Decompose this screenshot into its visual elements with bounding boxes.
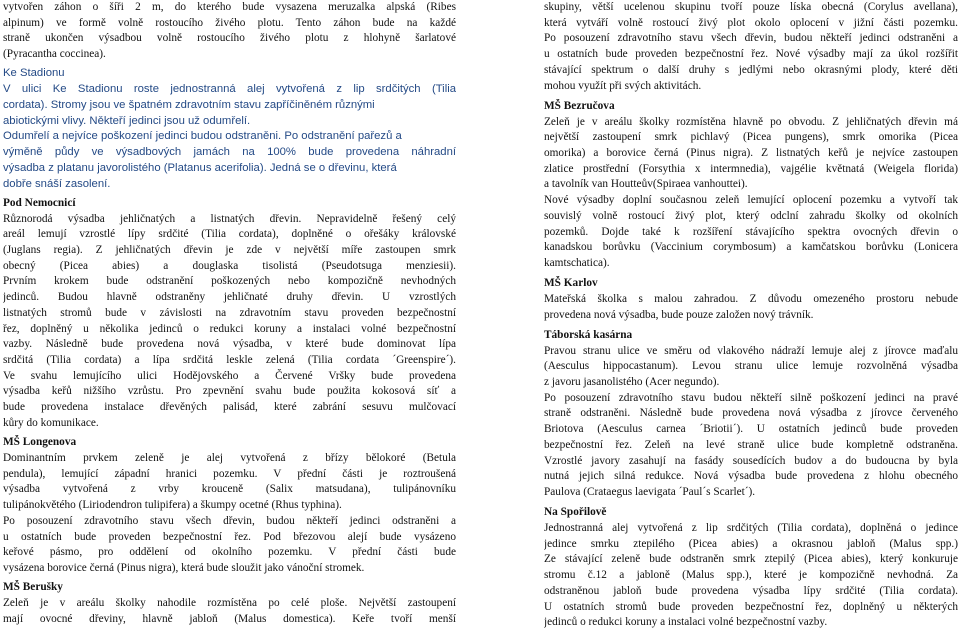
text-line: vytvořen záhon o šíři 2 m, do kterého bude vysazena meruzalka alpská (Ribes — [3, 1, 456, 13]
text-line: srdčitá (Tilia cordata) a lípa srdčitá leskle zelená (Tilia cordata ´Greenspire´). — [3, 354, 456, 366]
section-heading-ms-berusky: MŠ Berušky — [3, 581, 63, 594]
text-line: kůry do komunikace. — [3, 416, 99, 429]
text-line: tulipánokvětého (Liriodendron tulipifera) a škumpy ocetné (Rhus typhina). — [3, 499, 342, 512]
text-line: omorika) a borovice černá (Pinus nigra). Z listnatých keřů je nejvíce zastoupen — [544, 146, 958, 159]
section-heading-taborska-kasarna: Táborská kasárna — [544, 328, 633, 341]
text-line: listnatých stromů bude v závislosti na zdravotním stavu proveden bezpečnostní — [3, 306, 456, 319]
text-line: alpinum) ve formě volně rostoucího živého plotu. Tento záhon bude na každé — [3, 16, 456, 29]
section-heading-ms-karlov: MŠ Karlov — [544, 277, 598, 290]
text-line: Nové výsadby doplní současnou zeleň lemující oplocení pozemku a vytvoří tak — [544, 194, 958, 207]
text-line: z javoru jasanolistého (Acer negundo). — [544, 376, 720, 388]
text-line: výsadba keřů nižšího vzrůstu. Pro zpevnění svahu bude použita kokosová síť a — [3, 385, 456, 398]
text-line: pozemků. Dojde také k rozšíření stávajícího spektra ovocných dřevin o — [544, 225, 958, 238]
text-line: vazby. Následně bude provedena nová výsadba, v které bude dominovat lípa — [3, 338, 456, 351]
text-line: jedince smrku ztepilého (Picea abies) a okrasnou jabloň (Malus spp.) — [544, 537, 958, 550]
text-line: Pravou stranu ulice ve směru od vlakového nádraží lemuje alej z jírovce maďalu — [544, 344, 958, 357]
text-line: výměně půdy ve výsadbových jamách na 100% bude provedena náhradní — [3, 146, 456, 159]
section-heading-pod-nemocnici: Pod Nemocnicí — [3, 196, 76, 209]
text-line: bude provedena instalace dřevěných palisád, které zabrání sesuvu mulčovací — [3, 401, 456, 414]
text-line: kanadskou borůvku (Vaccinium corymbosum) a kamčatskou borůvku (Lonicera — [544, 241, 958, 254]
text-line: u ostatních bude proveden bezpečnostní řez. Nové výsadby mají za úkol rozšířit — [544, 48, 958, 61]
text-line: areál lemují vzrostlé lípy srdčité (Tilia cordata), doplněné o ořešáky královské — [3, 228, 456, 241]
text-line: Paulova (Crataegus laevigata ´Paul´s Scarlet´). — [544, 486, 756, 499]
text-line: zlatice prostřední (Forsythia x intermnedia), vajgélie květnatá (Weigela florida) — [544, 162, 958, 175]
text-line: jedinců. Budou hlavně odstraněny jehličnaté druhy dřevin. U vzrostlých — [3, 291, 456, 304]
text-line: skupiny, větší ucelenou skupinu tvoří pouze líska obecná (Corylus avellana), — [544, 1, 958, 13]
text-line: řez, doplněný u několika jedinců o redukci koruny a instalaci volné bezpečnostní — [3, 322, 456, 335]
text-line: Odumřelí a nejvíce poškození jedinci budou odstraněni. Po odstranění pařezů a — [3, 130, 402, 143]
section-heading-ke-stadionu: Ke Stadionu — [3, 67, 65, 80]
text-line: Různorodá výsadba jehličnatých a listnatých dřevin. Nepravidelně řešený celý — [3, 212, 456, 225]
text-line: Dominantním prvkem zeleně je alej vytvořená z břízy bělokoré (Betula — [3, 451, 456, 464]
text-line: Po posouzení zdravotního stavu všech dřevin, budou někteří jedinci odstraněni a — [544, 32, 958, 45]
text-line: Po posouzení zdravotního stavu všech dřevin, budou někteří jedinci odstraněni a — [3, 514, 456, 527]
text-line: Zeleň je v areálu školky rozmístěna hlavně po obvodu. Z jehličnatých dřevin má — [544, 115, 958, 128]
text-line: která vytváří volně rostoucí živý plot okolo oplocení v jižní části pozemku. — [544, 16, 958, 29]
text-line: Prvním krokem bude odstranění poškozených nebo kompozičně nevhodných — [3, 275, 456, 288]
text-line: Briotova (Aesculus carnea ´Briotii´). U ostatních jedinců bude proveden — [544, 423, 958, 436]
text-line: stromu č.12 a jabloně (Malus spp.), které je kompozičně nevhodná. Za — [544, 569, 958, 582]
text-line: V ulici Ke Stadionu roste jednostranná alej vytvořená z lip srdčitých (Tilia — [3, 83, 456, 96]
text-line: straně odstraněni. Následně bude provedena nová výsadba z jírovce červeného — [544, 407, 958, 420]
text-line: dobře snáší zasolení. — [3, 177, 111, 190]
text-line: Mateřská školka s malou zahradou. Z důvodu omezeného prostoru nebude — [544, 292, 958, 305]
text-line: abiotickými vlivy. Někteří jedinci jsou už odumřelí. — [3, 114, 251, 127]
text-line: výsadba z platanu javorolistého (Platanus acerifolia). Jedná se o dřevinu, která — [3, 161, 397, 174]
text-line: (Pyracantha coccinea). — [3, 48, 106, 61]
text-line: Vzrostlé javory zasahují na fasády sousedících budov a do budoucna by byla — [544, 454, 958, 467]
text-line: mají ovocné dřeviny, hlavně jabloň (Malus domestica). Keře tvoří menší — [3, 612, 456, 625]
text-line: bezpečnostní řez. Zeleň na levé straně ulice bude kompletně odstraněna. — [544, 438, 958, 451]
text-line: vysázena borovice černá (Pinus nigra), která bude sloužit jako vánoční stromek. — [3, 561, 365, 574]
text-line: (Aesculus hippocastanum). Levou stranu ulice lemuje rozvolněná výsadba — [544, 360, 958, 373]
text-line: jedinců o redukci koruny a instalaci volné bezpečnostní vazby. — [544, 616, 828, 629]
text-line: u ostatních bude proveden bezpečnostní řez. Pod březovou alejí bude vysázeno — [3, 530, 456, 543]
text-line: výsadba vytvořená z vrby krouceně (Salix matsudana), tulipánovníku — [3, 483, 456, 496]
text-line: souvislý volně rostoucí živý plot, který odclní zahradu školky od okolních — [544, 209, 958, 222]
text-line: Ve svahu lemujícího ulici Hodějovského a Červené Vršky bude provedena — [3, 369, 456, 382]
section-heading-ms-longenova: MŠ Longenova — [3, 436, 77, 449]
text-line: provedena nová výsadba, bude pouze založen nový trávník. — [544, 308, 814, 321]
text-line: Po posouzení zdravotního stavu budou někteří silně poškození jedinci na pravé — [544, 391, 958, 404]
text-line: největší zastoupení smrk pichlavý (Picea pungens), smrk omorika (Picea — [544, 131, 958, 144]
text-line: stávající spektrum o další druhy s jedlými nebo okrasnými plody, které děti — [544, 63, 958, 76]
text-line: nutná jejich silná redukce. Nová výsadba bude provedena z hlohu obecného — [544, 470, 958, 483]
text-line: odstraněnou jabloň bude provedena výsadba lípy srdčité (Tilia cordata). — [544, 584, 958, 597]
text-line: Zeleň je v areálu školky nahodile rozmístěna po celé ploše. Největší zastoupení — [3, 596, 456, 609]
section-heading-na-sporilove: Na Spořilově — [544, 506, 607, 519]
text-line: kamtschatica). — [544, 256, 610, 269]
text-line: pendula), lemující západní hranici pozemku. V přední části je roztroušená — [3, 467, 456, 480]
section-heading-ms-bezrucova: MŠ Bezručova — [544, 99, 615, 112]
text-line: (Juglans regia). Z jehličnatých dřevin je zde v největší míře zastoupen smrk — [3, 243, 456, 256]
text-line: Ze stávající zeleně bude odstraněn smrk ztepilý (Picea abies), který konkuruje — [544, 553, 958, 566]
text-line: straně ukončen výsadbou volně rostoucího živého plotu z hlohyně šarlatové — [3, 32, 456, 45]
text-line: a tavolník van Houtteův(Spiraea vanhouttei). — [544, 178, 748, 191]
text-line: cordata). Stromy jsou ve špatném zdravotním stavu zapříčiněném různými — [3, 98, 375, 111]
text-line: Jednostranná alej vytvořená z lip srdčitých (Tilia cordata), doplněná o jedince — [544, 521, 958, 534]
text-line: mohou využít při svých aktivitách. — [544, 79, 702, 92]
text-line: U ostatních stromů bude proveden bezpečnostní řez, doplněný u některých — [544, 600, 958, 613]
text-line: obecný (Picea abies) a douglaska tisolistá (Pseudotsuga menziesii). — [3, 259, 456, 272]
text-line: keřové pásmo, pro oddělení od okolního pozemku. V přední části bude — [3, 546, 456, 559]
